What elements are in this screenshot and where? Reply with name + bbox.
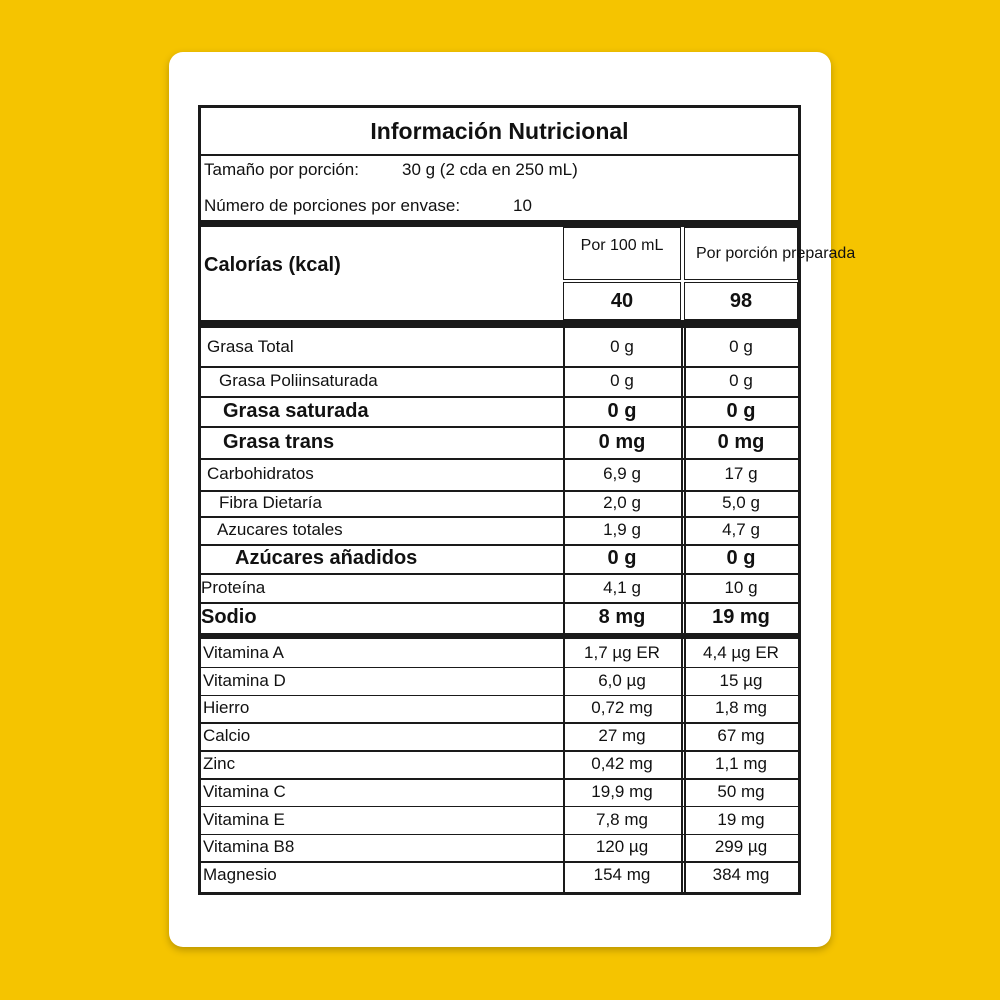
nutrient-row (201, 328, 798, 366)
value-per-serving: 10 g (724, 577, 758, 597)
row-name: Vitamina C (203, 781, 286, 801)
value-per-100ml: 8 mg (598, 606, 646, 628)
value-per-serving: 19 mg (717, 809, 765, 829)
value-per-100ml: 0 g (610, 371, 634, 390)
value-per-100ml: 0,42 mg (591, 754, 653, 774)
servings-value: 10 (513, 196, 532, 215)
nutrient-row (201, 490, 798, 516)
value-per-serving: 15 µg (719, 670, 763, 690)
value-per-serving: 17 g (724, 464, 758, 483)
nutrient-row (201, 544, 798, 573)
vitamin-row (201, 861, 798, 889)
value-per-100ml: 6,9 g (603, 464, 641, 483)
column-divider (798, 328, 800, 633)
nutrient-row (201, 458, 798, 490)
value-per-100ml: 120 µg (595, 837, 649, 857)
row-name: Azúcares añadidos (235, 547, 418, 569)
value-per-100ml: 2,0 g (603, 493, 641, 512)
row-name: Calcio (203, 726, 251, 746)
value-per-100ml: 27 mg (598, 726, 646, 746)
nutrition-facts-table (198, 105, 856, 895)
thick-divider (201, 320, 798, 328)
value-per-100ml: 154 mg (593, 865, 651, 885)
row-name: Vitamina E (203, 809, 285, 829)
row-name: Grasa saturada (223, 399, 369, 422)
value-per-100ml: 1,7 µg ER (584, 642, 660, 662)
value-per-serving: 67 mg (717, 726, 765, 746)
nutrient-row (201, 426, 798, 458)
value-per-serving: 0 g (729, 337, 753, 356)
value-per-serving: 0 g (729, 371, 753, 390)
column-header-per-serving (684, 227, 856, 280)
value-per-serving: 4,7 g (722, 520, 760, 539)
nutrient-row (201, 366, 798, 396)
row-name: Vitamina B8 (203, 837, 295, 857)
vitamin-row (201, 778, 798, 806)
value-per-100ml: 7,8 mg (596, 809, 648, 829)
row-name: Grasa Poliinsaturada (219, 371, 378, 390)
value-per-serving: 299 µg (714, 837, 768, 857)
value-per-100ml: 0,72 mg (591, 698, 653, 718)
row-name: Magnesio (203, 865, 277, 885)
calories-per-100ml: 40 (563, 282, 681, 320)
value-per-serving: 384 mg (712, 865, 770, 885)
nutrient-row (201, 602, 798, 633)
vitamin-row (201, 722, 798, 750)
value-per-100ml: 1,9 g (603, 520, 641, 539)
column-header-per-serving-text: Por porción preparada (696, 244, 856, 262)
value-per-100ml: 6,0 µg (598, 670, 646, 690)
vitamin-row (201, 695, 798, 723)
nutrient-row (201, 396, 798, 426)
row-name: Vitamina D (203, 670, 286, 690)
column-divider (681, 639, 683, 892)
column-divider (684, 639, 686, 892)
value-per-serving: 0 g (726, 399, 756, 422)
value-per-100ml: 0 g (610, 337, 634, 356)
divider (201, 154, 798, 156)
column-divider (563, 639, 565, 892)
vitamin-row (201, 639, 798, 667)
value-per-serving: 4,4 µg ER (703, 642, 779, 662)
row-name: Grasa Total (207, 337, 294, 356)
value-per-serving: 50 mg (717, 781, 765, 801)
serving-size-label: Tamaño por porción: (204, 160, 359, 179)
column-divider (684, 328, 686, 633)
vitamin-row (201, 806, 798, 834)
row-name: Zinc (203, 754, 236, 774)
value-per-serving: 1,8 mg (715, 698, 767, 718)
servings-label: Número de porciones por envase: (204, 196, 461, 215)
row-name: Sodio (201, 606, 257, 628)
value-per-serving: 5,0 g (722, 493, 760, 512)
vitamin-row (201, 834, 798, 862)
row-name: Hierro (203, 698, 250, 718)
value-per-100ml: 0 g (607, 399, 637, 422)
value-per-100ml: 4,1 g (603, 577, 641, 597)
value-per-serving: 0 mg (717, 430, 765, 453)
nutrient-row (201, 516, 798, 544)
value-per-serving: 19 mg (712, 606, 770, 628)
column-header-per-100ml: Por 100 mL (563, 227, 681, 280)
row-name: Proteína (201, 577, 266, 597)
vitamin-row (201, 750, 798, 778)
value-per-100ml: 19,9 mg (591, 781, 653, 801)
label-title: Información Nutricional (370, 117, 629, 144)
value-per-serving: 0 g (726, 547, 756, 569)
serving-size-value: 30 g (2 cda en 250 mL) (402, 160, 578, 179)
column-divider (681, 328, 683, 633)
row-name: Fibra Dietaría (219, 493, 322, 512)
nutrient-row (201, 573, 798, 602)
calories-per-serving: 98 (684, 282, 798, 320)
value-per-100ml: 0 mg (598, 430, 646, 453)
column-divider (563, 328, 565, 633)
value-per-serving: 1,1 mg (715, 754, 767, 774)
calories-label: Calorías (kcal) (204, 254, 341, 276)
row-name: Vitamina A (203, 642, 284, 662)
row-name: Carbohidratos (207, 464, 314, 483)
vitamin-row (201, 667, 798, 695)
value-per-100ml: 0 g (607, 547, 637, 569)
thick-divider (201, 220, 798, 227)
row-name: Azucares totales (217, 520, 343, 539)
row-name: Grasa trans (223, 430, 335, 453)
